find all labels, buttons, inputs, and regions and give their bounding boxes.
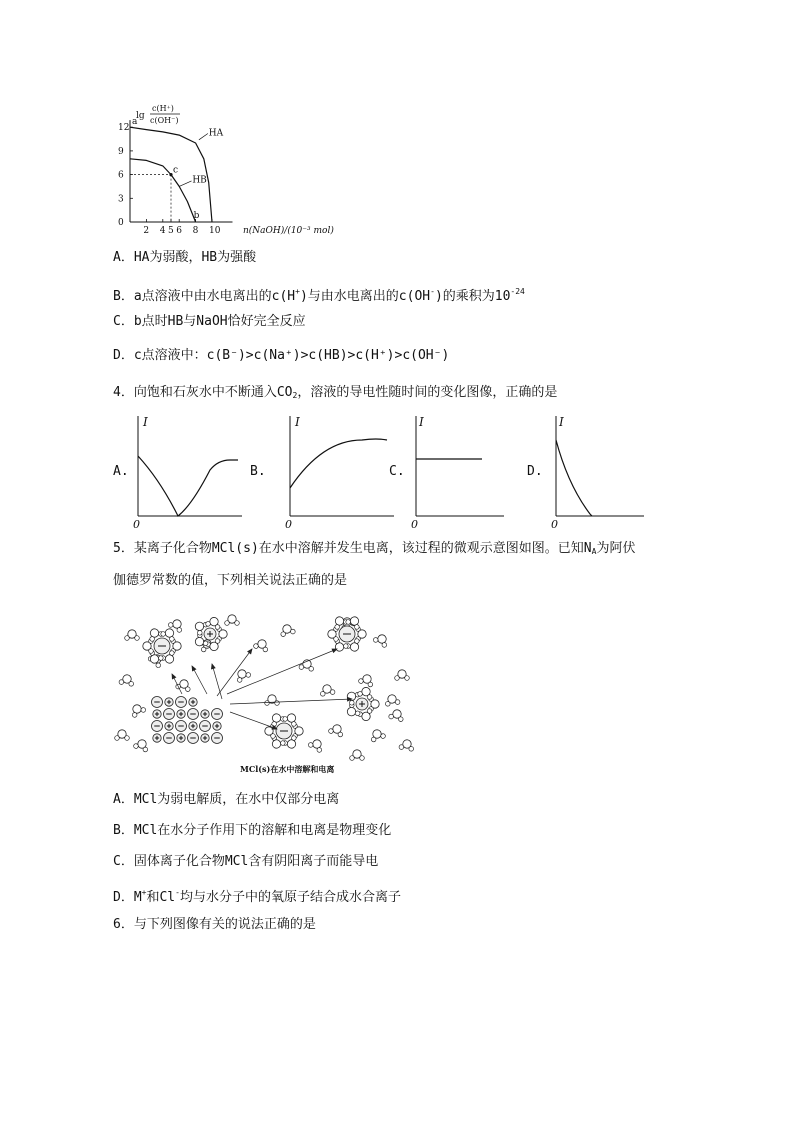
q4-graph-c <box>408 410 508 530</box>
q5-option-d: D．M+和Cl-均与水分子中的氧原子结合成水合离子 <box>113 888 401 905</box>
water-molecule <box>119 674 135 687</box>
q6-stem: 6．与下列图像有关的说法正确的是 <box>113 917 316 932</box>
graph-c-y-label: I <box>419 415 424 429</box>
y-tick-label: 3 <box>118 194 124 205</box>
lattice-anion <box>164 733 175 744</box>
dissolution-arrow <box>217 649 252 696</box>
q4-graph-c-letter: C. <box>389 464 405 479</box>
x-tick-label: 10 <box>209 226 221 236</box>
q5-option-c: C．固体离子化合物MCl含有阴阳离子而能导电 <box>113 854 379 869</box>
water-molecule <box>115 730 130 741</box>
water-molecule <box>234 667 252 683</box>
x-tick-label: 4 <box>159 226 166 236</box>
arrow-head <box>332 649 337 653</box>
graph-c-origin: 0 <box>411 518 418 530</box>
q5-stem-line2: 伽德罗常数的值，下列相关说法正确的是 <box>113 573 348 588</box>
water-molecule <box>350 750 365 761</box>
water-molecule <box>253 638 270 653</box>
lattice-cation <box>213 722 221 730</box>
y-tick-label: 12 <box>118 123 130 134</box>
q4-graph-b <box>282 410 397 530</box>
water-molecule <box>369 728 386 743</box>
q3-option-d: D．c点溶液中：c(B⁻)>c(Na⁺)>c(HB)>c(H⁺)>c(OH⁻) <box>113 348 450 363</box>
graph-a-curve <box>138 456 238 516</box>
water-molecule <box>357 708 374 722</box>
hydrated-anion <box>339 626 355 642</box>
arrow-head <box>211 664 215 669</box>
y-tick-label: 0 <box>118 218 124 228</box>
lattice-cation <box>165 698 173 706</box>
lattice-cation <box>189 722 197 730</box>
water-molecule <box>133 738 150 753</box>
lattice-cation <box>201 734 209 742</box>
dissolution-arrow <box>230 712 277 729</box>
x-axis-label: n(NaOH)/(10⁻³ mol) <box>243 226 334 236</box>
lattice-cation <box>189 698 197 706</box>
q4-graph-d-letter: D. <box>527 464 543 479</box>
lattice-anion <box>152 697 163 708</box>
lattice-cation <box>165 722 173 730</box>
y-axis-label-lg: lg <box>136 111 145 121</box>
hydrated-cation <box>204 628 216 640</box>
graph-b-origin: 0 <box>285 518 292 530</box>
lattice-cation <box>201 710 209 718</box>
point-a-label: a <box>132 117 138 128</box>
q4-graph-d <box>548 410 648 530</box>
water-molecule <box>225 615 240 626</box>
water-molecule <box>357 685 374 699</box>
lattice-anion <box>212 709 223 720</box>
y-tick-label: 6 <box>118 170 124 181</box>
hb-leader <box>179 181 191 187</box>
lattice-anion <box>176 697 187 708</box>
point-b-label: b <box>193 211 200 221</box>
water-molecule <box>395 670 410 681</box>
q3-option-c: C．b点时HB与NaOH恰好完全反应 <box>113 314 306 329</box>
hydrated-anion <box>276 723 292 739</box>
q3-option-b: B．a点溶液中由水电离出的c(H+)与由水电离出的c(OH-)的乘积为$10^{-24}$ <box>113 287 525 304</box>
water-molecule <box>129 702 147 718</box>
ha-leader <box>199 134 208 140</box>
y-tick-label: 9 <box>118 146 124 157</box>
lattice-cation <box>177 734 185 742</box>
q3-option-a: A．HA为弱酸，HB为强酸 <box>113 250 257 265</box>
water-molecule <box>308 737 326 753</box>
point-c-label: c <box>173 165 179 176</box>
graph-a-y-label: I <box>143 415 148 429</box>
graph-b-curve <box>290 439 387 488</box>
arrow-head <box>248 649 252 654</box>
dissolution-arrow <box>212 664 222 699</box>
lattice-cation <box>153 710 161 718</box>
q5-option-a: A．MCl为弱电解质，在水中仅部分电离 <box>113 792 340 807</box>
x-tick-label: 8 <box>192 226 199 236</box>
water-molecule <box>265 695 280 706</box>
figure-caption: MCl(s)在水中溶解和电离 <box>240 764 335 774</box>
lattice-anion <box>188 733 199 744</box>
water-molecule <box>328 723 345 738</box>
graph-d-curve <box>556 440 592 516</box>
series-hb-line <box>130 159 196 222</box>
hydrated-anion <box>154 638 170 654</box>
series-hb-label: HB <box>192 175 207 186</box>
water-molecule <box>279 623 296 637</box>
titration-chart <box>110 100 350 240</box>
arrow-head <box>192 666 196 671</box>
dissolution-figure <box>112 604 422 779</box>
q5-option-b: B．MCl在水分子作用下的溶解和电离是物理变化 <box>113 823 392 838</box>
q4-stem: 4．向饱和石灰水中不断通入$CO_2$，溶液的导电性随时间的变化图像，正确的是 <box>113 385 558 400</box>
lattice-anion <box>188 709 199 720</box>
water-molecule <box>125 630 140 641</box>
lattice-anion <box>152 721 163 732</box>
q5-stem-line1: 5．某离子化合物MCl(s)在水中溶解并发生电离，该过程的微观示意图如图。已知$N_A$为阿伏 <box>113 541 636 556</box>
graph-b-y-label: I <box>295 415 300 429</box>
y-axis-label-den: c(OH⁻) <box>150 116 179 125</box>
water-molecule <box>384 694 400 707</box>
graph-a-origin: 0 <box>133 518 140 530</box>
dissolution-arrow <box>230 699 352 704</box>
lattice-cation <box>177 710 185 718</box>
hydrated-cation <box>356 698 368 710</box>
lattice-cation <box>153 734 161 742</box>
q4-graph-a-letter: A. <box>113 464 129 479</box>
water-molecule <box>205 615 222 629</box>
x-tick-label: 2 <box>143 226 150 236</box>
water-molecule <box>373 632 391 648</box>
water-molecule <box>388 708 405 722</box>
lattice-anion <box>212 733 223 744</box>
water-molecule <box>299 659 315 672</box>
water-molecule <box>358 673 375 688</box>
q4-graph-a <box>130 410 245 530</box>
series-ha-label: HA <box>208 128 224 139</box>
graph-d-y-label: I <box>559 415 564 429</box>
arrow-head <box>172 674 176 679</box>
x-tick-label: 6 <box>176 226 182 236</box>
lattice-anion <box>200 721 211 732</box>
y-axis-label-num: c(H⁺) <box>152 104 174 113</box>
x-tick-label: 5 <box>168 226 174 236</box>
water-molecule <box>399 739 415 752</box>
lattice-anion <box>164 709 175 720</box>
water-molecule <box>319 684 335 697</box>
graph-d-origin: 0 <box>551 518 558 530</box>
lattice-anion <box>176 721 187 732</box>
q4-graph-b-letter: B. <box>250 464 266 479</box>
